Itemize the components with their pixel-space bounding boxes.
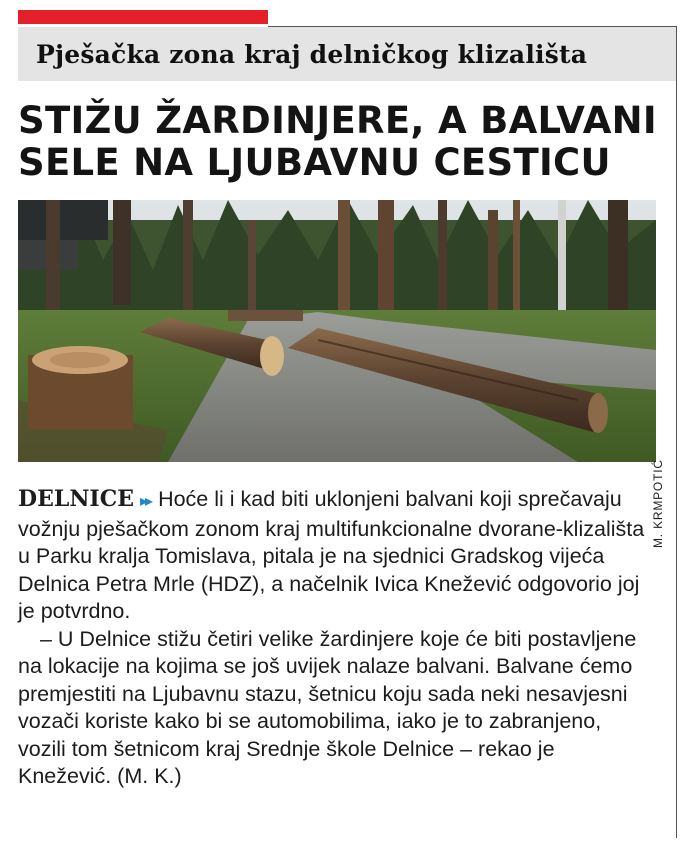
paragraph-1 xyxy=(18,486,648,626)
headline-line-1: STIŽU ŽARDINJERE, A BALVANI xyxy=(18,99,657,142)
photo-credit: M. KRMPOTIĆ xyxy=(651,459,665,548)
headline-line-2: SELE NA LJUBAVNU CESTICU xyxy=(18,141,611,184)
double-arrow-icon: ▸▸ xyxy=(140,493,151,510)
kicker-box xyxy=(18,27,676,81)
frame-border-right xyxy=(676,26,677,838)
headline xyxy=(18,100,668,184)
dateline: DELNICE xyxy=(18,486,134,512)
kicker-text: Pješačka zona kraj delničkog klizališta xyxy=(36,39,588,69)
article-photo xyxy=(18,200,656,462)
section-color-bar xyxy=(18,10,268,24)
paragraph-1-text: Hoće li i kad biti uklonjeni balvani koji sprečavaju vožnju pješačkom zonom kraj multifunkcionalne dvorane-klizališta u Parku kralja Tomislava, pitala je na sjednici Gradskog vijeća Delnica Petra Mrle (HDZ), a načelnik Ivica Knežević odgovorio joj je potvrdno. xyxy=(18,487,645,623)
article-body xyxy=(18,486,648,791)
paragraph-2: – U Delnice stižu četiri velike žardinjere koje će biti postavljene na lokacije na kojima se još uvijek nalaze balvani. Balvane ćemo premjestiti na Ljubavnu stazu, šetnicu koju sada neki nesavjesni vozači koriste kako bi se automobilima, iako je to zabranjeno, vozili tom šetnicom kraj Srednje škole Delnice – rekao je Knežević. (M. K.) xyxy=(18,626,637,788)
